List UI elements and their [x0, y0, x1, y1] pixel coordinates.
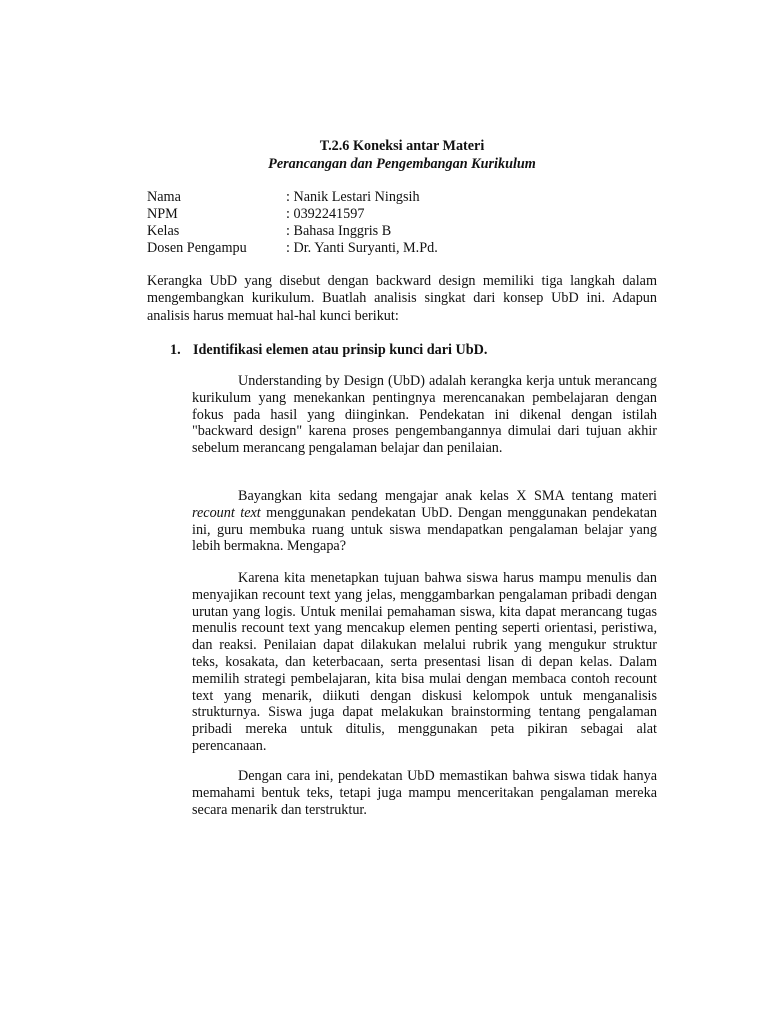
info-value: : 0392241597	[286, 206, 365, 222]
info-value: : Bahasa Inggris B	[286, 223, 392, 239]
title-line-1: T.2.6 Koneksi antar Materi	[319, 138, 485, 154]
body-paragraph-2	[192, 488, 657, 555]
info-label: Dosen Pengampu	[147, 240, 247, 256]
student-info	[147, 189, 438, 257]
body-paragraph-1: Understanding by Design (UbD) adalah kerangka kerja untuk merancang kurikulum yang menekankan pentingnya merencanakan pembelajaran dengan fokus pada hasil yang diinginkan. Pendekatan ini dikenal dengan istilah "backward design" karena proses pengembangannya dimulai dari tujuan akhir sebelum merancang pengalaman belajar dan penilaian.	[192, 373, 657, 457]
section-heading	[170, 342, 487, 359]
title-line-2: Perancangan dan Pengembangan Kurikulum	[268, 156, 536, 172]
intro-paragraph: Kerangka UbD yang disebut dengan backward design memiliki tiga langkah dalam mengembangkan kurikulum. Buatlah analisis singkat dari konsep UbD ini. Adapun analisis harus memuat hal-hal kunci berikut:	[147, 273, 657, 324]
info-row-dosen	[147, 240, 438, 257]
section-title: Identifikasi elemen atau prinsip kunci dari UbD.	[193, 342, 488, 358]
info-row-kelas	[147, 223, 438, 240]
info-value: : Dr. Yanti Suryanti, M.Pd.	[286, 240, 438, 256]
info-label: Kelas	[147, 223, 180, 239]
info-value: : Nanik Lestari Ningsih	[286, 189, 420, 205]
paragraph-text: Bayangkan kita sedang mengajar anak kelas X SMA tentang materi	[238, 488, 657, 504]
body-paragraph-3: Karena kita menetapkan tujuan bahwa siswa harus mampu menulis dan menyajikan recount text yang jelas, menggambarkan pengalaman pribadi dengan urutan yang logis. Untuk menilai pemahaman siswa, kita dapat merancang tugas menulis recount text yang mencakup elemen penting seperti orientasi, peristiwa, dan reaksi. Penilaian dapat dilakukan melalui rubrik yang mengukur struktur teks, kosakata, dan keterbacaan, serta presentasi lisan di depan kelas. Dalam memilih strategi pembelajaran, kita bisa mulai dengan membaca contoh recount text yang menarik, diikuti dengan diskusi kelompok untuk menganalisis strukturnya. Siswa juga dapat melakukan brainstorming tentang pengalaman pribadi mereka untuk ditulis, menggunakan peta pikiran sebagai alat perencanaan.	[192, 570, 657, 754]
body-paragraph-4: Dengan cara ini, pendekatan UbD memastikan bahwa siswa tidak hanya memahami bentuk teks, tetapi juga mampu menceritakan pengalaman mereka secara menarik dan terstruktur.	[192, 768, 657, 818]
section-number: 1.	[170, 342, 181, 358]
info-row-nama	[147, 189, 438, 206]
document-title	[0, 137, 768, 173]
info-row-npm	[147, 206, 438, 223]
paragraph-text: menggunakan pendekatan UbD. Dengan menggunakan pendekatan ini, guru membuka ruang untuk siswa mendapatkan pengalaman belajar yang lebih bermakna. Mengapa?	[192, 504, 657, 555]
info-label: NPM	[147, 206, 178, 222]
info-label: Nama	[147, 189, 181, 205]
italic-term: recount text	[192, 504, 261, 521]
